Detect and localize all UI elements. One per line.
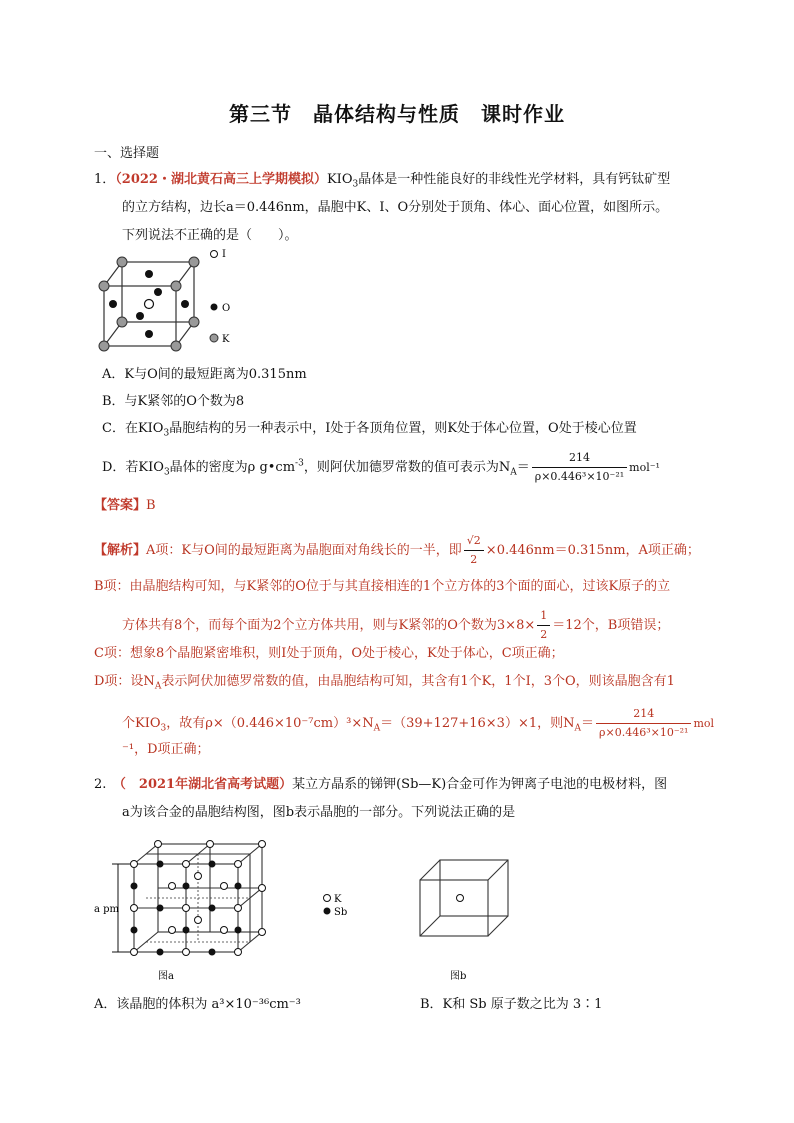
analysis-b-line1: B项：由晶胞结构可知，与K紧邻的O位于与其直接相连的1个立方体的3个面的面心，过该K原子的立 [94,579,671,594]
analysis-d-line2: 个$KIO_3$，故有$\rho\times(0.446\times 10^{-7}cm)^3\times N_A=(39+127+16\times 3)\times 1$，则$N_A=$ $\frac{214}{\text{ρ×0.446³×10⁻²¹}}$ mol [122,707,715,739]
q1-stem-line1: 1．（2022・湖北黄石高三上学期模拟）$KIO_3$晶体是一种性能良好的非线性光学材料，具有钙钛矿型 [94,172,671,190]
q1-stem-line3: 下列说法不正确的是（ ）。 [122,228,298,243]
q2-option-b: B．K和 Sb 原子数之比为 3∶1 [420,997,603,1012]
analysis-a: 【解析】A项：K与O间的最短距离为晶胞面对角线长的一半，即 $\frac{√2}{2}$ ×0.446nm＝0.315nm，A项正确； [94,534,700,566]
figure-a-caption: 图a [158,971,174,982]
q2-source: （ 2021年湖北省高考试题） [119,777,293,792]
figure-a-supercell [94,836,270,986]
q1-option-b: B．与K紧邻的O个数为8 [102,394,245,409]
dimension-label: a pm [94,904,120,915]
q2-option-a: A．该晶胞的体积为 a³×10⁻³⁶cm⁻³ [94,997,301,1012]
q1-option-d-fraction: $\frac{214}{\text{ρ×0.446³×10⁻²¹}}$ [532,449,627,486]
iodine-atom [145,300,154,309]
analysis-b-line2: 方体共有8个，而每个面为2个立方体共用，则与K紧邻的O个数为3×8× $\frac{1}{2}$ ＝12个，B项错误； [122,609,670,641]
figure-b-cell [408,852,518,1002]
analysis-d-line1: D项：设$N_A$表示阿伏加德罗常数的值，由晶胞结构可知，其含有1个K，1个I，3个O，则该晶胞含有1 [94,674,675,692]
cell-b-back [440,860,508,916]
page-title: 第三节 晶体结构与性质 课时作业 [229,102,565,126]
q1-stem-line2: 的立方结构，边长a＝0.446nm，晶胞中K、I、O分别处于顶角、体心、面心位置，如图所示。 [122,200,669,215]
legend-sb: Sb [334,907,348,918]
q2-number: 2. [94,777,120,792]
analysis-c: C项：想象8个晶胞紧密堆积，则I处于顶角，O处于棱心，K处于体心，C项正确； [94,646,564,661]
q2-stem-line1: 2. （ 2021年湖北省高考试题）某立方晶系的锑钾(Sb—K)合金可作为钾离子电池的电极材料，图 [94,777,668,792]
analysis-d-line3: ⁻¹，D项正确； [122,742,210,757]
q1-answer: 【答案】B [94,498,156,513]
k-atom-b [457,895,464,902]
q1-source: （2022・湖北黄石高三上学期模拟） [115,172,327,187]
q2-stem-line2: a为该合金的晶胞结构图，图b表示晶胞的一部分。下列说法正确的是 [122,805,516,820]
legend-k: K [222,334,230,345]
legend-o: O [222,303,231,314]
figure-b-caption: 图b [450,971,467,982]
cell-b-front [420,880,488,936]
q1-option-c: C．在$KIO_3$晶胞结构的另一种表示中，I处于各顶角位置，则K处于体心位置，O处于棱心位置 [102,421,637,439]
section-heading: 一、选择题 [94,146,160,161]
legend-i: I [222,249,226,260]
q1-option-a: A．K与O间的最短距离为0.315nm [102,367,307,382]
q1-option-d: D．若$KIO_3$晶体的密度为ρ $g•cm^{-3}$，则阿伏加德罗常数的值可表示为$N_A=$ $\frac{214}{\text{ρ×0.446³×10⁻²¹}}$ mol⁻¹ [102,449,660,486]
legend-k2: K [334,894,342,905]
figure-2-legend [322,892,372,922]
kio3-unit-cell-figure [94,249,254,353]
q1-number: 1． [94,172,116,187]
